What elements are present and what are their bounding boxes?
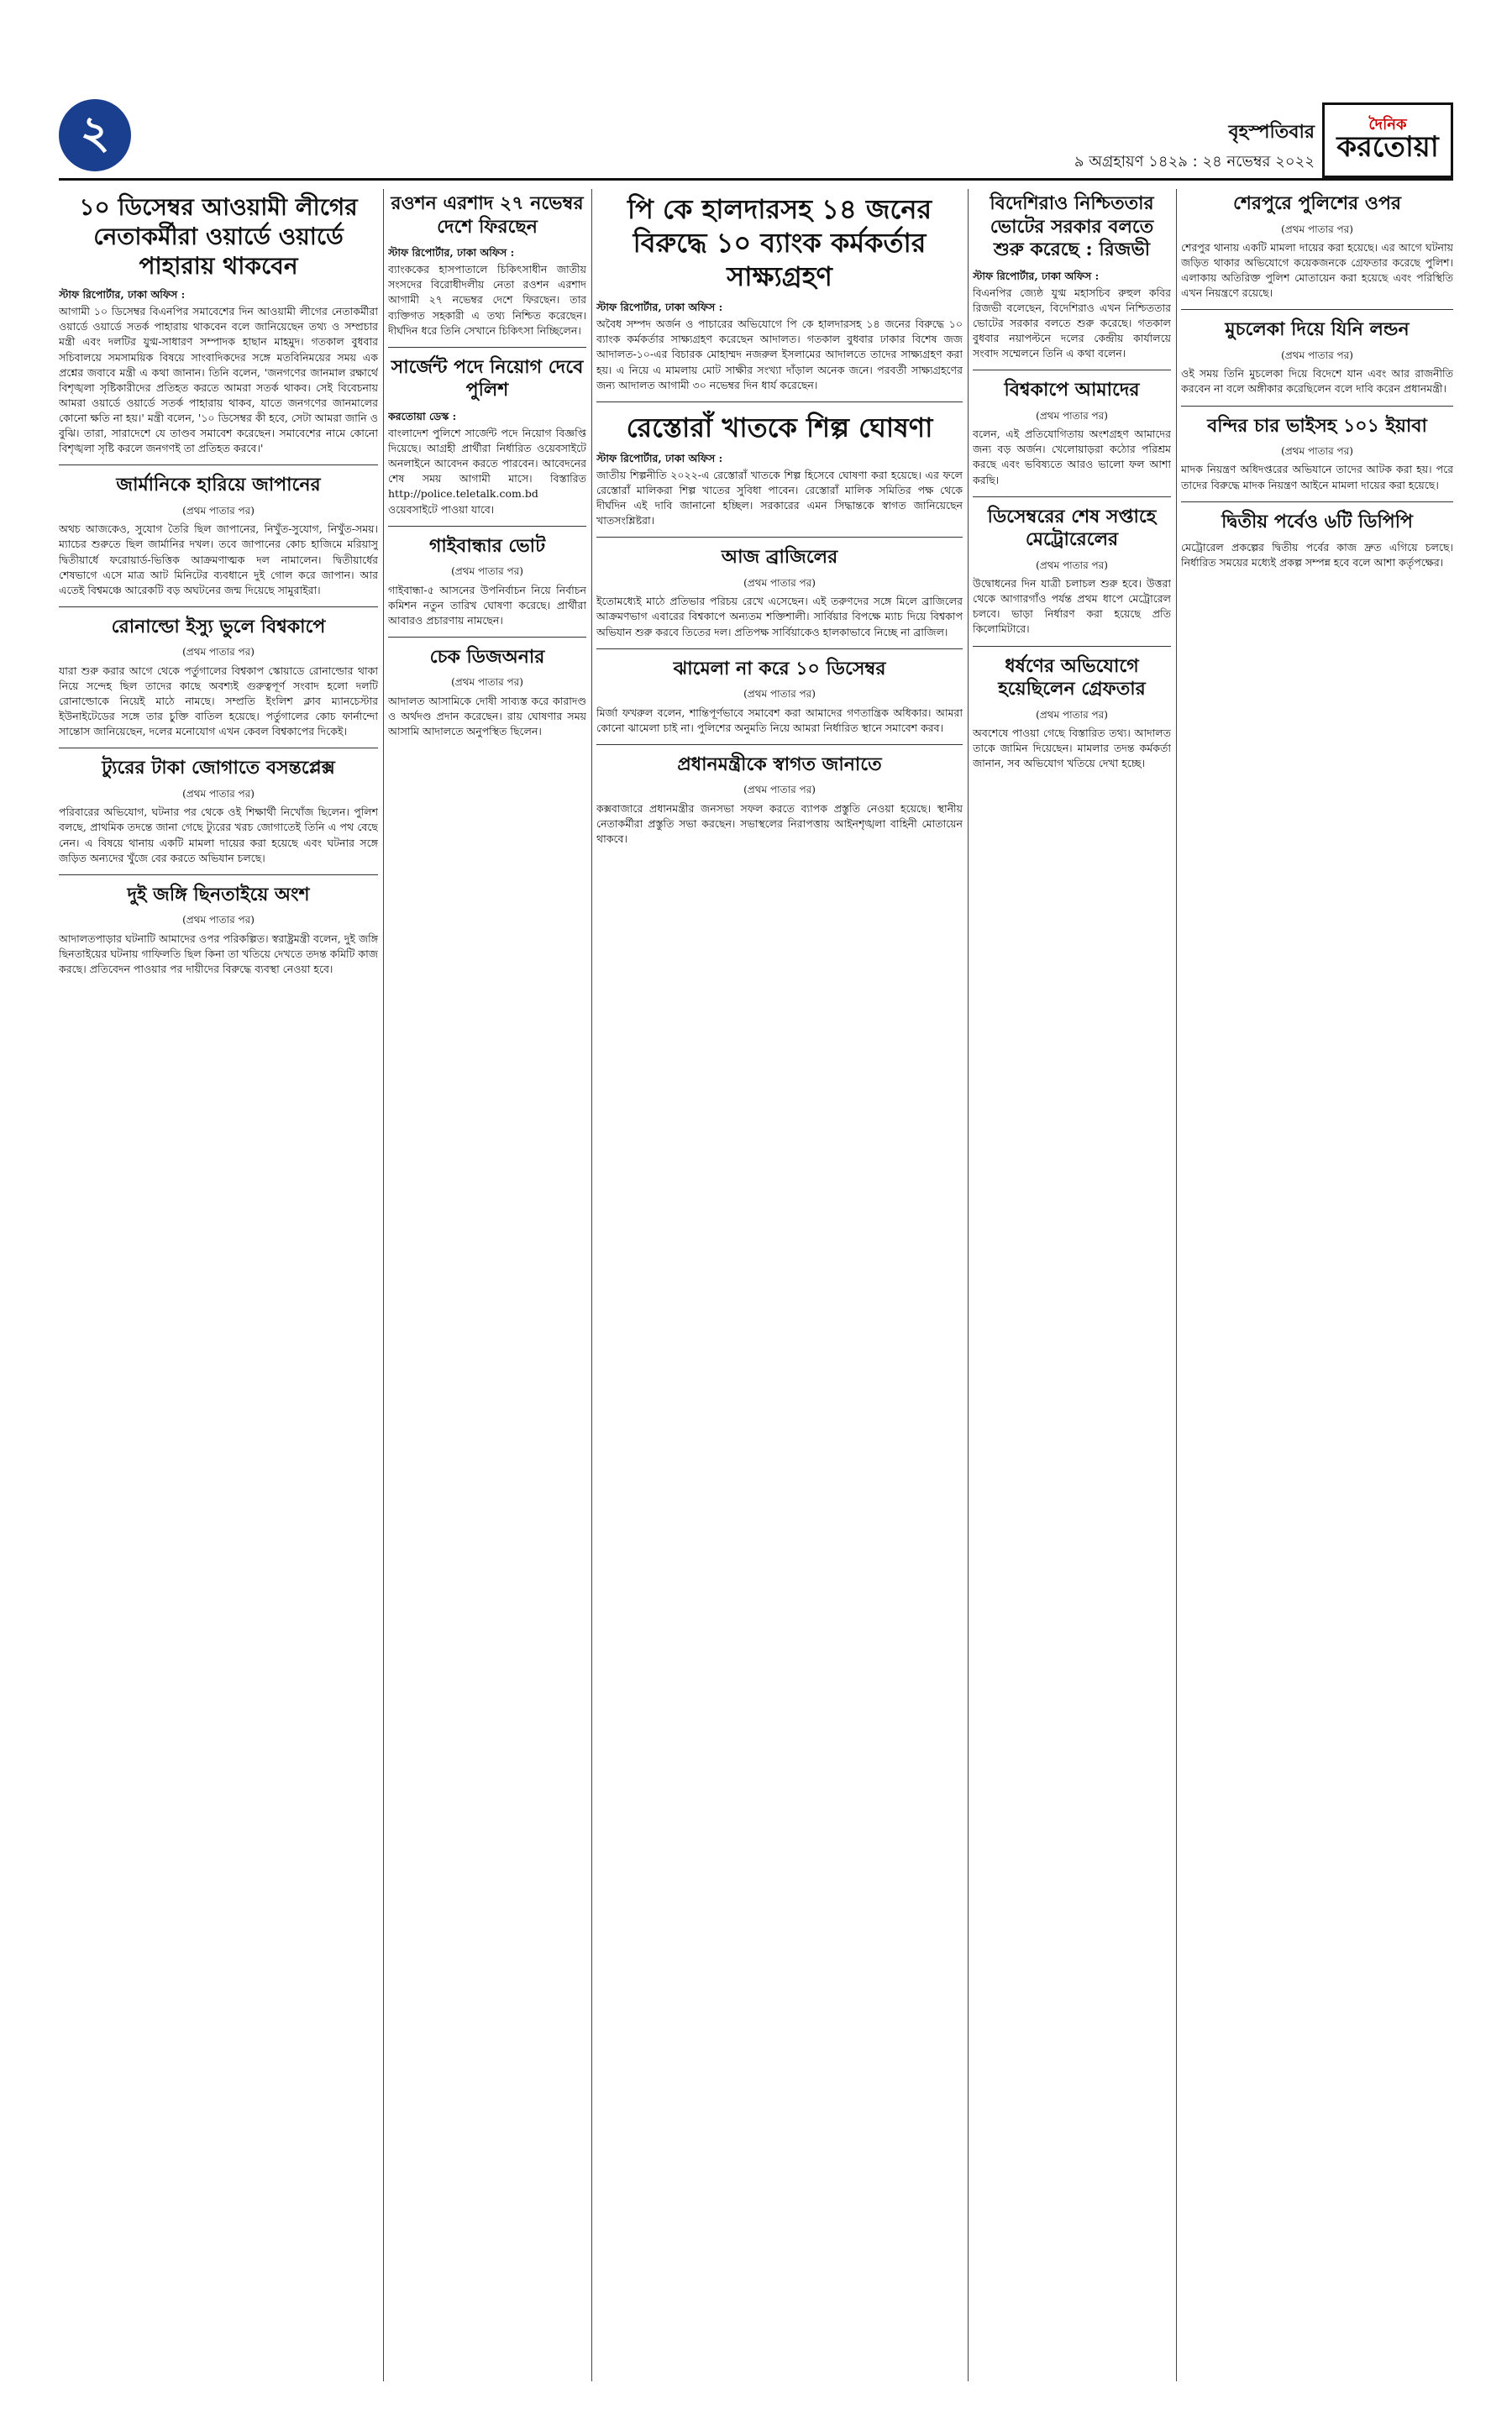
article-byline: করতোয়া ডেস্ক : [388, 409, 457, 422]
divider [1181, 406, 1453, 407]
article-headline: গাইবান্ধার ভোট [428, 534, 546, 557]
article-headline: ধর্ষণের অভিযোগে হয়েছিলেন গ্রেফতার [998, 654, 1146, 701]
jump-line: (প্রথম পাতার পর) [182, 914, 255, 926]
article-body: আদালত আসামিকে দোষী সাব্যস্ত করে কারাদণ্ড ও অর্থদণ্ড প্রদান করেছেন। রায় ঘোষণার সময় আসামি আদালতে অনুপস্থিত ছিলেন। [388, 694, 586, 738]
jump-line: (প্রথম পাতার পর) [451, 565, 523, 578]
article-body: উদ্বোধনের দিন যাত্রী চলাচল শুরু হবে। উত্তরা থেকে আগারগাঁও পর্যন্ত প্রথম ধাপে মেট্রোরেল চলবে। ভাড়া নির্ধারণ করা হয়েছে প্রতি কিলোমিটারে। [973, 577, 1171, 636]
article-body: যারা শুরু করার আগে থেকে পর্তুগালের বিশ্বকাপ স্কোয়াডে রোনাল্ডোর থাকা নিয়ে সন্দেহ ছিল তাদের কাছে অবশ্যই গুরুত্বপূর্ণ সংবাদ হলো দলটি রোনাল্ডোকে নিয়েই মাঠে নামছে। সম্প্রতি ইংলিশ ক্লাব ম্যানচেস্টার ইউনাইটেডের সঙ্গে তার চুক্তি বাতিল হয়েছে। পর্তুগালের কোচ ফার্নান্দো সান্তোস জানিয়েছেন, দলের মনোযোগ এখন কেবল বিশ্বকাপের দিকেই। [59, 664, 378, 738]
article-headline: চেক ডিজঅনার [429, 645, 545, 668]
article-headline: সার্জেন্ট পদে নিয়োগ দেবে পুলিশ [391, 355, 584, 402]
divider [388, 526, 586, 527]
article-body: বিএনপির জ্যেষ্ঠ যুগ্ম মহাসচিব রুহুল কবির রিজভী বলেছেন, বিদেশিরাও এখন নিশ্চিততার ভোটের সরকার বলতে শুরু করেছে। গতকাল বুধবার নয়াপল্টনে দলের কেন্দ্রীয় কার্যালয়ে সংবাদ সম্মেলনে তিনি এ কথা বলেন। [973, 286, 1171, 360]
article-byline: স্টাফ রিপোর্টার, ঢাকা অফিস : [596, 451, 723, 464]
article-body: পরিবারের অভিযোগ, ঘটনার পর থেকে ওই শিক্ষার্থী নিখোঁজ ছিলেন। পুলিশ বলছে, প্রাথমিক তদন্তে জানা গেছে ট্যুরের খরচ জোগাতেই তিনি এ পথ বেছে নেন। এ বিষয়ে থানায় একটি মামলা দায়ের করা হয়েছে এবং ঘটনার সঙ্গে জড়িত অন্যদের খুঁজে বের করতে অভিযান চলছে। [59, 806, 378, 864]
masthead-rule [59, 178, 1453, 181]
jump-line: (প্রথম পাতার পর) [743, 784, 816, 796]
jump-line: (প্রথম পাতার পর) [1281, 349, 1353, 361]
article-headline: রেস্তোরাঁ খাতকে শিল্প ঘোষণা [626, 411, 933, 443]
divider [59, 874, 378, 875]
newspaper-logo [1322, 102, 1453, 178]
article-byline: স্টাফ রিপোর্টার, ঢাকা অফিস : [388, 246, 515, 259]
article-headline: ১০ ডিসেম্বর আওয়ামী লীগের নেতাকর্মীরা ওয়ার্ডে ওয়ার্ডে পাহারায় থাকবেন [79, 193, 358, 280]
divider [596, 744, 963, 745]
column-rule [383, 189, 384, 2381]
article-headline: বিশ্বকাপে আমাদের [1004, 379, 1140, 402]
article-headline: প্রধানমন্ত্রীকে স্বাগত জানাতে [677, 753, 882, 775]
article-headline: মুচলেকা দিয়ে যিনি লন্ডন [1225, 318, 1410, 341]
divider [973, 496, 1171, 497]
article-headline: আজ ব্রাজিলের [721, 546, 838, 569]
article-headline: জার্মানিকে হারিয়ে জাপানের [116, 474, 321, 496]
article-headline: রোনাল্ডো ইস্যু ভুলে বিশ্বকাপে [111, 615, 326, 638]
article-headline: শেরপুরে পুলিশের ওপর [1232, 192, 1402, 214]
article-body: অথচ আজকেও, সুযোগ তৈরি ছিল জাপানের, নিখুঁত-সুযোগ, নিখুঁত-সময়। ম্যাচের শুরুতে ছিল জার্মানির দখল। তবে জাপানের কোচ হাজিমে মরিয়াসু দ্বিতীয়ার্ধে ফরোয়ার্ড-ভিত্তিক আক্রমণাত্মক দল নামালেন। দ্বিতীয়ার্ধের শেষভাগে এসে মাত্র আট মিনিটের ব্যবধানে দুই গোল করে জাপান। আর এতেই বিশ্বমঞ্চে আরেকটি বড় অঘটনের জন্ম দিয়েছে সামুরাইরা। [59, 522, 378, 596]
issue-day: বৃহস্পতিবার [1228, 122, 1315, 143]
article-body: বলেন, এই প্রতিযোগিতায় অংশগ্রহণ আমাদের জন্য বড় অর্জন। খেলোয়াড়রা কঠোর পরিশ্রম করছে এবং ভবিষ্যতে আরও ভালো ফল আশা করছি। [973, 428, 1171, 486]
divider [1181, 501, 1453, 502]
divider [59, 606, 378, 607]
article-body: মাদক নিয়ন্ত্রণ অধিদপ্তরের অভিযানে তাদের আটক করা হয়। পরে তাদের বিরুদ্ধে মাদক নিয়ন্ত্রণ আইনে মামলা দায়ের করা হয়েছে। [1181, 463, 1453, 491]
article-body: বাংলাদেশ পুলিশে সার্জেন্ট পদে নিয়োগ বিজ্ঞপ্তি দিয়েছে। আগ্রহী প্রার্থীরা নির্ধারিত ওয়েবসাইটে অনলাইনে আবেদন করতে পারবেন। আবেদনের শেষ সময় আগামী মাসে। বিস্তারিত http://police.teletalk.com.bd ওয়েবসাইটে পাওয়া যাবে। [388, 426, 586, 516]
article-byline: স্টাফ রিপোর্টার, ঢাকা অফিস : [59, 288, 186, 301]
article-body: ইতোমধ্যেই মাঠে প্রতিভার পরিচয় রেখে এসেছেন। এই তরুণদের সঙ্গে মিলে ব্রাজিলের আক্রমণভাগ এবারের বিশ্বকাপে অন্যতম শক্তিশালী। সার্বিয়ার বিপক্ষে ম্যাচ দিয়ে বিশ্বকাপ অভিযান শুরু করবে তিতের দল। প্রতিপক্ষ সার্বিয়াকেও হালকাভাবে নিচ্ছে না ব্রাজিল। [596, 595, 963, 638]
issue-date: ৯ অগ্রহায়ণ ১৪২৯ : ২৪ নভেম্বর ২০২২ [1074, 153, 1315, 171]
article-body: কক্সবাজারে প্রধানমন্ত্রীর জনসভা সফল করতে ব্যাপক প্রস্তুতি নেওয়া হয়েছে। স্থানীয় নেতাকর্মীরা প্রস্তুতি সভা করছেন। সভাস্থলের নিরাপত্তায় আইনশৃঙ্খলা বাহিনী মোতায়েন থাকবে। [596, 801, 963, 845]
article-headline: বিদেশিরাও নিশ্চিততার ভোটের সরকার বলতে শুরু করেছে : রিজভী [990, 192, 1154, 260]
article-body: আদালতপাড়ার ঘটনাটি আমাদের ওপর পরিকল্পিত। স্বরাষ্ট্রমন্ত্রী বলেন, দুই জঙ্গি ছিনতাইয়ের ঘটনায় গাফিলতি ছিল কিনা তা খতিয়ে দেখতে তদন্ত কমিটি কাজ করছে। প্রতিবেদন পাওয়ার পর দায়ীদের বিরুদ্ধে ব্যবস্থা নেওয়া হবে। [59, 932, 378, 975]
article-body: ওই সময় তিনি মুচলেকা দিয়ে বিদেশে যান এবং আর রাজনীতি করবেন না বলে অঙ্গীকার করেছিলেন বলে দাবি করেন প্রধানমন্ত্রী। [1181, 367, 1453, 396]
jump-line: (প্রথম পাতার পর) [743, 688, 816, 701]
jump-line: (প্রথম পাতার পর) [1036, 409, 1108, 422]
jump-line: (প্রথম পাতার পর) [1036, 708, 1108, 721]
divider [973, 646, 1171, 647]
article-headline: দুই জঙ্গি ছিনতাইয়ে অংশ [127, 883, 310, 905]
article-headline: রওশন এরশাদ ২৭ নভেম্বর দেশে ফিরছেন [391, 192, 584, 238]
divider [59, 464, 378, 465]
article-body: শেরপুর থানায় একটি মামলা দায়ের করা হয়েছে। এর আগে ঘটনায় জড়িত থাকার অভিযোগে কয়েকজনকে গ্রেফতার করেছে পুলিশ। এলাকায় অতিরিক্ত পুলিশ মোতায়েন করা হয়েছে এবং পরিস্থিতি এখন নিয়ন্ত্রণে রয়েছে। [1181, 240, 1453, 300]
article-body: মেট্রোরেল প্রকল্পের দ্বিতীয় পর্বের কাজ দ্রুত এগিয়ে চলছে। নির্ধারিত সময়ের মধ্যেই প্রকল্প সম্পন্ন হবে বলে আশা কর্তৃপক্ষের। [1181, 541, 1453, 569]
column-2 [388, 189, 586, 2373]
article-body: জাতীয় শিল্পনীতি ২০২২-এ রেস্তোরাঁ খাতকে শিল্প হিসেবে ঘোষণা করা হয়েছে। এর ফলে রেস্তোরাঁ মালিকরা শিল্প খাতের সুবিধা পাবেন। রেস্তোরাঁ মালিক সমিতির পক্ষ থেকে দীর্ঘদিন এই দাবি জানানো হচ্ছিল। সরকারের এমন সিদ্ধান্তকে স্বাগত জানিয়েছেন খাতসংশ্লিষ্টরা। [596, 468, 963, 527]
divider [596, 537, 963, 538]
article-headline: ঝামেলা না করে ১০ ডিসেম্বর [673, 657, 886, 680]
column-rule [591, 189, 592, 2381]
jump-line: (প্রথম পাতার পর) [182, 646, 255, 659]
column-5 [1181, 189, 1453, 2373]
article-byline: স্টাফ রিপোর্টার, ঢাকা অফিস : [973, 269, 1100, 282]
article-body: আগামী ১০ ডিসেম্বর বিএনপির সমাবেশের দিন আওয়ামী লীগের নেতাকর্মীরা ওয়ার্ডে ওয়ার্ডে সতর্ক পাহারায় থাকবেন বলে জানিয়েছেন তথ্য ও সম্প্রচার মন্ত্রী এবং দলটির যুগ্ম-সাধারণ সম্পাদক হাছান মাহমুদ। গতকাল বুধবার সচিবালয়ে সমসাময়িক বিষয়ে সাংবাদিকদের সঙ্গে মতবিনিময়ের সময় এক প্রশ্নের জবাবে মন্ত্রী এ কথা জানান। তিনি বলেন, 'জনগণের জানমাল রক্ষার্থে বিশৃঙ্খলা সৃষ্টিকারীদের প্রতিহত করতে আমরা সতর্ক থাকব। সেই বিবেচনায় আমরা ওয়ার্ডে ওয়ার্ডে সতর্ক পাহারায় থাকব, যাতে জনগণের জানমালের কোনো ক্ষতি না হয়।' মন্ত্রী বলেন, '১০ ডিসেম্বর কী হবে, সেটা আমরা জানি ও বুঝি। তারা, সারাদেশে যে তাণ্ডব সমাবেশ করেছেন। সমাবেশের নামে কোনো বিশৃঙ্খলা সৃষ্টি করলে জনগণই তা প্রতিহত করবে।' [59, 305, 378, 455]
divider [388, 347, 586, 348]
article-body: অবশেষে পাওয়া গেছে বিস্তারিত তথ্য। আদালত তাকে জামিন দিয়েছেন। মামলার তদন্ত কর্মকর্তা জানান, সব অভিযোগ খতিয়ে দেখা হচ্ছে। [973, 726, 1171, 770]
article-byline: স্টাফ রিপোর্টার, ঢাকা অফিস : [596, 301, 723, 313]
divider [1181, 309, 1453, 310]
jump-line: (প্রথম পাতার পর) [182, 504, 255, 517]
logo-main: করতোয়া [1336, 130, 1439, 165]
article-body: অবৈধ সম্পদ অর্জন ও পাচারের অভিযোগে পি কে হালদারসহ ১৪ জনের বিরুদ্ধে ১০ ব্যাংক কর্মকর্তার সাক্ষ্যগ্রহণ করেছেন আদালত। গতকাল বুধবার ঢাকার বিশেষ জজ আদালত-১০-এর বিচারক মোহাম্মদ নজরুল ইসলামের আদালতে তাদের সাক্ষ্যগ্রহণ করা হয়। এ নিয়ে এ মামলায় মোট সাক্ষীর সংখ্যা দাঁড়াল অনেক জনে। পরবর্তী সাক্ষ্যগ্রহণের জন্য আদালত আগামী ৩০ নভেম্বর দিন ধার্য করেছেন। [596, 318, 963, 391]
jump-line: (প্রথম পাতার পর) [1036, 559, 1108, 571]
jump-line: (প্রথম পাতার পর) [182, 787, 255, 800]
column-3 [596, 189, 963, 2373]
article-headline: বন্দির চার ভাইসহ ১০১ ইয়াবা [1207, 414, 1427, 437]
article-headline: পি কে হালদারসহ ১৪ জনের বিরুদ্ধে ১০ ব্যাংক কর্মকর্তার সাক্ষ্যগ্রহণ [627, 193, 932, 292]
masthead [0, 0, 1512, 176]
article-body: ব্যাংককের হাসপাতালে চিকিৎসাধীন জাতীয় সংসদের বিরোধীদলীয় নেতা রওশন এরশাদ আগামী ২৭ নভেম্বর দেশে ফিরছেন। তার ব্যক্তিগত সহকারী এ তথ্য নিশ্চিত করেছেন। দীর্ঘদিন ধরে তিনি সেখানে চিকিৎসা নিচ্ছিলেন। [388, 263, 586, 337]
article-body: গাইবান্ধা-৫ আসনের উপনির্বাচন নিয়ে নির্বাচন কমিশন নতুন তারিখ ঘোষণা করেছে। প্রার্থীরা আবারও প্রচারণায় নামছেন। [388, 583, 586, 627]
column-4 [973, 189, 1171, 2373]
logo-top: দৈনিক [1368, 116, 1407, 134]
column-1 [59, 189, 378, 2373]
jump-line: (প্রথম পাতার পর) [743, 576, 816, 589]
column-rule [968, 189, 969, 2381]
article-body: মির্জা ফখরুল বলেন, শান্তিপূর্ণভাবে সমাবেশ করা আমাদের গণতান্ত্রিক অধিকার। আমরা কোনো ঝামেলা চাই না। পুলিশের অনুমতি নিয়ে আমরা নির্ধারিত স্থানে সমাবেশ করব। [596, 706, 963, 734]
page-number: ২ [59, 99, 131, 171]
jump-line: (প্রথম পাতার পর) [1281, 223, 1353, 235]
article-headline: ডিসেম্বরের শেষ সপ্তাহে মেট্রোরেলের [987, 505, 1157, 551]
column-rule [1176, 189, 1177, 2381]
divider [388, 637, 586, 638]
article-headline: ট্যুরের টাকা জোগাতে বসন্তপ্লেক্স [102, 757, 335, 779]
article-headline: দ্বিতীয় পর্বেও ৬টি ডিপিপি [1221, 510, 1413, 533]
divider [596, 648, 963, 649]
jump-line: (প্রথম পাতার পর) [451, 676, 523, 689]
jump-line: (প্রথম পাতার পর) [1281, 445, 1353, 458]
